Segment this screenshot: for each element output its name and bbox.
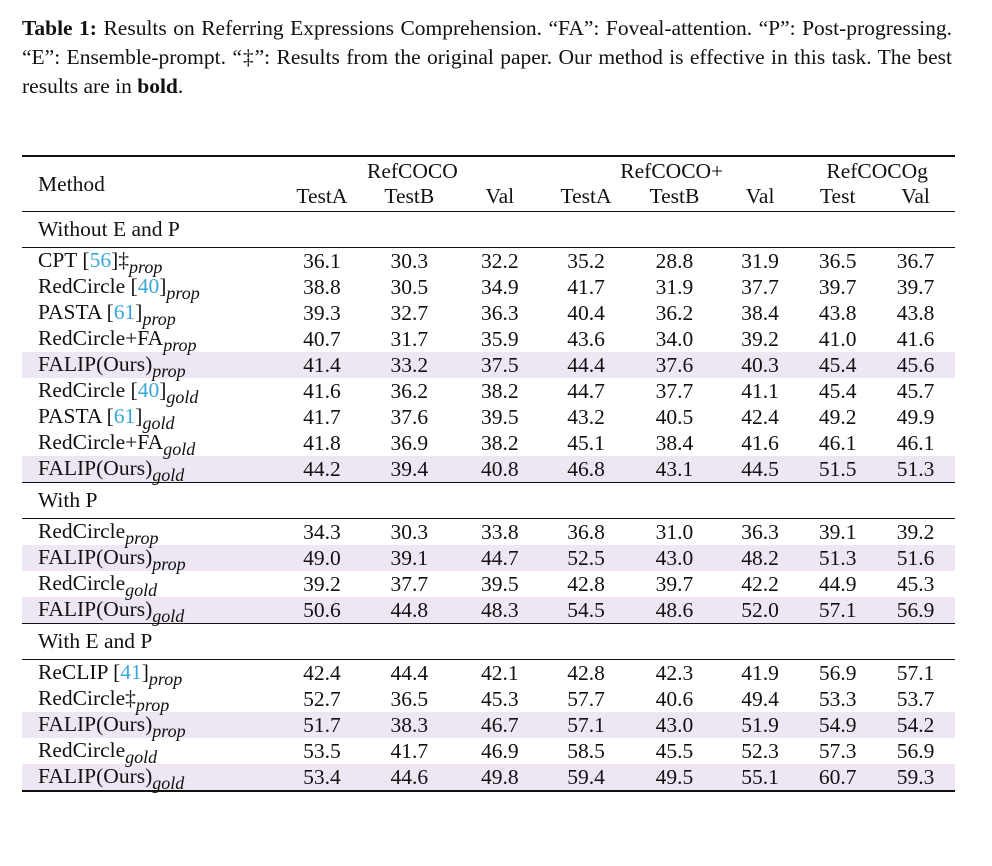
method-subscript: gold <box>125 580 158 600</box>
value-cell: 38.4 <box>741 300 779 325</box>
method-cell <box>22 248 281 275</box>
method-name: ReCLIP <box>38 660 114 684</box>
value-cell: 53.7 <box>896 686 935 711</box>
value-cell: 38.8 <box>303 274 341 299</box>
citation-link[interactable]: 61 <box>113 404 136 428</box>
value-cell: 46.1 <box>896 430 935 455</box>
value-cell: 57.1 <box>896 660 935 685</box>
method-cell <box>22 352 281 381</box>
value-cell: 44.7 <box>567 378 605 403</box>
method-subscript: gold <box>163 439 196 459</box>
method-subscript: prop <box>152 361 186 381</box>
method-subscript: gold <box>142 413 175 433</box>
value-cell: 49.5 <box>628 764 721 791</box>
method-subscript: gold <box>152 606 185 626</box>
method-name: RedCircle <box>38 571 126 595</box>
value-cell: 45.5 <box>655 738 694 763</box>
value-cell: 43.2 <box>567 404 605 429</box>
value-cell: 39.2 <box>896 519 935 544</box>
value-cell: 56.9 <box>876 597 955 624</box>
value-cell: 36.9 <box>390 430 429 455</box>
value-cell: 39.4 <box>363 456 455 483</box>
value-cell: 42.8 <box>567 660 605 685</box>
method-name: FALIP(Ours) <box>38 597 153 621</box>
table-row <box>22 764 955 791</box>
value-cell: 48.6 <box>628 597 721 624</box>
value-cell: 30.5 <box>390 274 429 299</box>
header-subcol: TestA <box>560 184 612 208</box>
value-cell: 31.9 <box>655 274 694 299</box>
method-cell <box>22 738 281 767</box>
caption-end: . <box>177 74 184 98</box>
value-cell: 42.2 <box>741 571 779 596</box>
method-name: CPT <box>38 248 83 272</box>
value-cell: 50.6 <box>281 597 364 624</box>
citation-open-bracket: [ <box>106 300 114 324</box>
method-subscript: prop <box>142 309 176 329</box>
value-cell: 39.7 <box>655 571 694 596</box>
value-cell: 36.5 <box>390 686 429 711</box>
value-cell: 49.2 <box>818 404 857 429</box>
value-cell: 37.5 <box>455 352 544 378</box>
header-group-refcocog: RefCOCOg <box>826 159 928 183</box>
value-cell: 36.8 <box>567 519 605 544</box>
value-cell: 43.1 <box>628 456 721 483</box>
value-cell: 40.6 <box>655 686 694 711</box>
header-group-refcoco: RefCOCO <box>367 159 458 183</box>
value-cell: 31.7 <box>390 326 429 351</box>
value-cell: 40.4 <box>567 300 605 325</box>
caption-label: Table 1: <box>22 16 97 40</box>
method-subscript: prop <box>148 669 183 689</box>
value-cell: 58.5 <box>567 738 605 763</box>
section-title: With P <box>22 483 955 519</box>
value-cell: 46.9 <box>481 738 519 763</box>
table-row <box>22 571 955 597</box>
value-cell: 52.7 <box>303 686 341 711</box>
method-name: RedCircle+FA <box>38 430 164 454</box>
value-cell: 44.5 <box>721 456 799 483</box>
value-cell: 28.8 <box>655 248 694 273</box>
method-cell <box>22 326 281 355</box>
original-paper-mark: ‡ <box>125 686 136 710</box>
value-cell: 36.2 <box>655 300 694 325</box>
citation-close-bracket: ] <box>135 300 143 324</box>
table-row <box>22 686 955 712</box>
value-cell: 53.4 <box>281 764 364 791</box>
value-cell: 34.9 <box>481 274 519 299</box>
method-cell <box>22 430 281 459</box>
caption-text: Results on Referring Expressions Comprehension. “FA”: Foveal-attention. “P”: Post-progressing. “E”: Ensemble-prompt. “‡”: Results from the original paper. Our method is effective in this task. The best results are in <box>22 16 953 98</box>
section-header-row <box>22 212 955 248</box>
method-cell <box>22 404 281 433</box>
method-subscript: gold <box>166 387 199 407</box>
method-cell <box>22 597 281 624</box>
value-cell: 43.0 <box>628 712 721 738</box>
method-name: FALIP(Ours) <box>38 545 153 569</box>
header-subcol: Test <box>819 184 856 208</box>
method-name: PASTA <box>38 300 107 324</box>
table-row <box>22 597 955 624</box>
value-cell: 45.4 <box>818 378 857 403</box>
value-cell: 45.3 <box>481 686 519 711</box>
value-cell: 43.8 <box>896 300 935 325</box>
value-cell: 39.5 <box>481 571 519 596</box>
value-cell: 51.7 <box>281 712 364 738</box>
method-cell <box>22 660 281 687</box>
method-name: RedCircle <box>38 686 126 710</box>
citation-link[interactable]: 56 <box>89 248 112 272</box>
value-cell: 36.3 <box>741 519 779 544</box>
value-cell: 42.3 <box>655 660 694 685</box>
header-subcol: TestB <box>384 184 435 208</box>
original-paper-mark: ‡ <box>118 248 130 272</box>
value-cell: 51.9 <box>721 712 799 738</box>
value-cell: 51.6 <box>876 545 955 571</box>
method-subscript: prop <box>152 554 186 574</box>
value-cell: 34.3 <box>303 519 341 544</box>
method-name: PASTA <box>38 404 107 428</box>
value-cell: 41.9 <box>741 660 779 685</box>
value-cell: 37.7 <box>655 378 694 403</box>
table-row <box>22 404 955 430</box>
method-name: FALIP(Ours) <box>38 764 153 788</box>
value-cell: 30.3 <box>390 519 429 544</box>
value-cell: 38.4 <box>655 430 694 455</box>
method-name: FALIP(Ours) <box>38 456 153 480</box>
method-cell <box>22 686 281 715</box>
value-cell: 49.4 <box>741 686 779 711</box>
table-row <box>22 326 955 352</box>
value-cell: 31.0 <box>655 519 694 544</box>
value-cell: 37.6 <box>628 352 721 378</box>
method-subscript: gold <box>152 465 185 485</box>
method-subscript: prop <box>163 335 197 355</box>
value-cell: 33.8 <box>481 519 519 544</box>
table-row <box>22 352 955 378</box>
method-subscript: gold <box>152 773 185 793</box>
value-cell: 37.6 <box>390 404 429 429</box>
value-cell: 37.7 <box>390 571 429 596</box>
method-name: RedCircle <box>38 519 126 543</box>
value-cell: 38.2 <box>481 430 519 455</box>
value-cell: 52.3 <box>741 738 779 763</box>
value-cell: 54.9 <box>799 712 876 738</box>
value-cell: 30.3 <box>390 248 429 273</box>
value-cell: 34.0 <box>655 326 694 351</box>
value-cell: 45.1 <box>567 430 605 455</box>
value-cell: 36.1 <box>303 248 341 273</box>
citation-open-bracket: [ <box>130 274 138 298</box>
value-cell: 32.2 <box>481 248 519 273</box>
citation-open-bracket: [ <box>113 660 121 684</box>
method-name: FALIP(Ours) <box>38 712 153 736</box>
citation-link[interactable]: 40 <box>137 274 160 298</box>
value-cell: 44.2 <box>281 456 364 483</box>
table-row <box>22 456 955 483</box>
value-cell: 36.5 <box>818 248 857 273</box>
caption-bold-word: bold <box>137 74 178 98</box>
header-row-groups <box>22 156 955 184</box>
value-cell: 43.8 <box>818 300 857 325</box>
header-subcol: Val <box>745 184 775 208</box>
citation-link[interactable]: 61 <box>113 300 136 324</box>
value-cell: 39.2 <box>303 571 341 596</box>
value-cell: 38.2 <box>481 378 519 403</box>
value-cell: 43.0 <box>628 545 721 571</box>
citation-close-bracket: ] <box>141 660 149 684</box>
value-cell: 40.3 <box>721 352 799 378</box>
value-cell: 44.8 <box>363 597 455 624</box>
value-cell: 46.7 <box>455 712 544 738</box>
value-cell: 41.6 <box>896 326 935 351</box>
value-cell: 52.5 <box>544 545 628 571</box>
value-cell: 41.8 <box>303 430 341 455</box>
value-cell: 33.2 <box>363 352 455 378</box>
value-cell: 45.6 <box>876 352 955 378</box>
section-title: With E and P <box>22 624 955 660</box>
value-cell: 39.1 <box>363 545 455 571</box>
value-cell: 56.9 <box>818 660 857 685</box>
value-cell: 32.7 <box>390 300 429 325</box>
header-subcol: TestA <box>296 184 348 208</box>
table-row <box>22 300 955 326</box>
value-cell: 45.4 <box>799 352 876 378</box>
value-cell: 41.7 <box>567 274 605 299</box>
value-cell: 48.3 <box>455 597 544 624</box>
value-cell: 51.3 <box>876 456 955 483</box>
method-name: RedCircle <box>38 738 126 762</box>
table-row <box>22 738 955 764</box>
citation-close-bracket: ] <box>135 404 143 428</box>
value-cell: 36.7 <box>896 248 935 273</box>
method-cell <box>22 519 281 546</box>
value-cell: 56.9 <box>896 738 935 763</box>
value-cell: 42.1 <box>481 660 519 685</box>
value-cell: 49.9 <box>896 404 935 429</box>
value-cell: 44.4 <box>390 660 429 685</box>
method-cell <box>22 300 281 329</box>
section-title: Without E and P <box>22 212 955 248</box>
citation-open-bracket: [ <box>82 248 90 272</box>
method-cell <box>22 545 281 574</box>
method-cell <box>22 378 281 407</box>
value-cell: 57.3 <box>818 738 857 763</box>
method-subscript: gold <box>125 747 158 767</box>
header-subcol: Val <box>901 184 930 208</box>
value-cell: 42.4 <box>741 404 779 429</box>
method-subscript: prop <box>125 528 159 548</box>
table-row <box>22 248 955 275</box>
value-cell: 54.2 <box>876 712 955 738</box>
value-cell: 51.5 <box>799 456 876 483</box>
table-row <box>22 712 955 738</box>
value-cell: 55.1 <box>721 764 799 791</box>
method-name: FALIP(Ours) <box>38 352 153 376</box>
table-row <box>22 430 955 456</box>
value-cell: 35.9 <box>481 326 519 351</box>
value-cell: 44.9 <box>818 571 857 596</box>
value-cell: 37.7 <box>741 274 779 299</box>
method-cell <box>22 456 281 483</box>
value-cell: 53.5 <box>303 738 341 763</box>
value-cell: 48.2 <box>721 545 799 571</box>
method-subscript: prop <box>129 257 163 277</box>
value-cell: 39.5 <box>481 404 519 429</box>
table-row <box>22 545 955 571</box>
method-cell <box>22 274 281 303</box>
citation-open-bracket: [ <box>106 404 114 428</box>
citation-close-bracket: ] <box>111 248 119 272</box>
value-cell: 46.1 <box>818 430 857 455</box>
method-cell <box>22 712 281 741</box>
value-cell: 59.4 <box>544 764 628 791</box>
value-cell: 41.4 <box>281 352 364 378</box>
section-header-row <box>22 624 955 660</box>
value-cell: 39.2 <box>741 326 779 351</box>
value-cell: 41.0 <box>818 326 857 351</box>
value-cell: 31.9 <box>741 248 779 273</box>
section-header-row <box>22 483 955 519</box>
value-cell: 57.7 <box>567 686 605 711</box>
header-method: Method <box>38 171 105 196</box>
value-cell: 53.3 <box>818 686 857 711</box>
value-cell: 40.8 <box>455 456 544 483</box>
value-cell: 49.8 <box>455 764 544 791</box>
citation-close-bracket: ] <box>159 378 167 402</box>
value-cell: 44.4 <box>544 352 628 378</box>
value-cell: 36.2 <box>390 378 429 403</box>
citation-link[interactable]: 40 <box>137 378 160 402</box>
value-cell: 43.6 <box>567 326 605 351</box>
value-cell: 59.3 <box>876 764 955 791</box>
value-cell: 57.1 <box>544 712 628 738</box>
value-cell: 52.0 <box>721 597 799 624</box>
value-cell: 54.5 <box>544 597 628 624</box>
value-cell: 39.1 <box>818 519 857 544</box>
table-row <box>22 274 955 300</box>
value-cell: 45.7 <box>896 378 935 403</box>
value-cell: 38.3 <box>363 712 455 738</box>
table-row <box>22 660 955 687</box>
value-cell: 57.1 <box>799 597 876 624</box>
citation-link[interactable]: 41 <box>120 660 142 684</box>
method-name: RedCircle+FA <box>38 326 164 350</box>
value-cell: 51.3 <box>799 545 876 571</box>
value-cell: 42.4 <box>303 660 341 685</box>
value-cell: 60.7 <box>799 764 876 791</box>
method-cell <box>22 571 281 600</box>
header-subcol: TestB <box>649 184 700 208</box>
value-cell: 49.0 <box>281 545 364 571</box>
value-cell: 41.7 <box>390 738 429 763</box>
method-subscript: prop <box>135 695 170 715</box>
value-cell: 35.2 <box>567 248 605 273</box>
value-cell: 46.8 <box>544 456 628 483</box>
method-subscript: prop <box>166 283 200 303</box>
table-row <box>22 519 955 546</box>
value-cell: 41.6 <box>741 430 779 455</box>
value-cell: 42.8 <box>567 571 605 596</box>
results-table-container <box>22 155 955 792</box>
value-cell: 36.3 <box>481 300 519 325</box>
value-cell: 44.7 <box>455 545 544 571</box>
method-name: RedCircle <box>38 378 131 402</box>
table-row <box>22 378 955 404</box>
value-cell: 39.7 <box>818 274 857 299</box>
value-cell: 41.7 <box>303 404 341 429</box>
value-cell: 40.5 <box>655 404 694 429</box>
header-group-refcocoplus: RefCOCO+ <box>620 159 724 183</box>
value-cell: 44.6 <box>363 764 455 791</box>
method-name: RedCircle <box>38 274 131 298</box>
value-cell: 40.7 <box>303 326 341 351</box>
header-subcol: Val <box>485 184 515 208</box>
value-cell: 45.3 <box>896 571 935 596</box>
value-cell: 41.1 <box>741 378 779 403</box>
value-cell: 41.6 <box>303 378 341 403</box>
value-cell: 39.3 <box>303 300 341 325</box>
value-cell: 39.7 <box>896 274 935 299</box>
method-cell <box>22 764 281 791</box>
method-subscript: prop <box>152 721 186 741</box>
citation-close-bracket: ] <box>159 274 167 298</box>
results-table <box>22 155 955 792</box>
citation-open-bracket: [ <box>130 378 138 402</box>
table-caption <box>22 14 952 101</box>
